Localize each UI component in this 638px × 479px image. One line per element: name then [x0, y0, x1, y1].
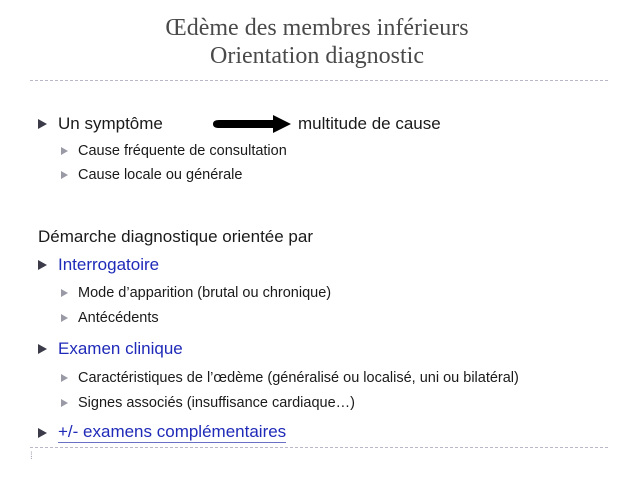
sub-bullet-icon [61, 147, 68, 155]
title-divider [30, 80, 608, 81]
group-label-interrogatoire: Interrogatoire [58, 255, 160, 274]
sub-item: Caractéristiques de l’œdème (généralisé ou localisé, uni ou bilatéral) [78, 370, 519, 386]
sub-bullet-icon [61, 289, 68, 297]
symptom-label: Un symptôme [58, 114, 163, 133]
footer-divider [30, 447, 608, 448]
bullet-icon [38, 260, 47, 270]
dotted-corner-icon: ⁞ [30, 451, 33, 462]
arrow-right-icon [211, 115, 293, 133]
sub-item: Antécédents [78, 310, 159, 326]
group-label-examens-complementaires: +/- examens complémentaires [58, 422, 287, 441]
bullet-icon [38, 428, 47, 438]
result-label: multitude de cause [298, 114, 441, 133]
sub-item: Cause fréquente de consultation [78, 143, 287, 159]
sub-bullet-icon [61, 314, 68, 322]
title-line-1: Œdème des membres inférieurs [165, 15, 469, 41]
sub-bullet-icon [61, 374, 68, 382]
sub-bullet-icon [61, 171, 68, 179]
group-label-examen-clinique: Examen clinique [58, 339, 183, 358]
section-heading: Démarche diagnostique orientée par [38, 227, 314, 246]
title-line-2: Orientation diagnostic [210, 43, 424, 69]
bullet-icon [38, 344, 47, 354]
sub-item: Signes associés (insuffisance cardiaque…) [78, 395, 355, 411]
sub-item: Cause locale ou générale [78, 167, 243, 183]
bullet-icon [38, 119, 47, 129]
slide-title [0, 14, 638, 70]
sub-bullet-icon [61, 399, 68, 407]
sub-item: Mode d’apparition (brutal ou chronique) [78, 285, 332, 301]
